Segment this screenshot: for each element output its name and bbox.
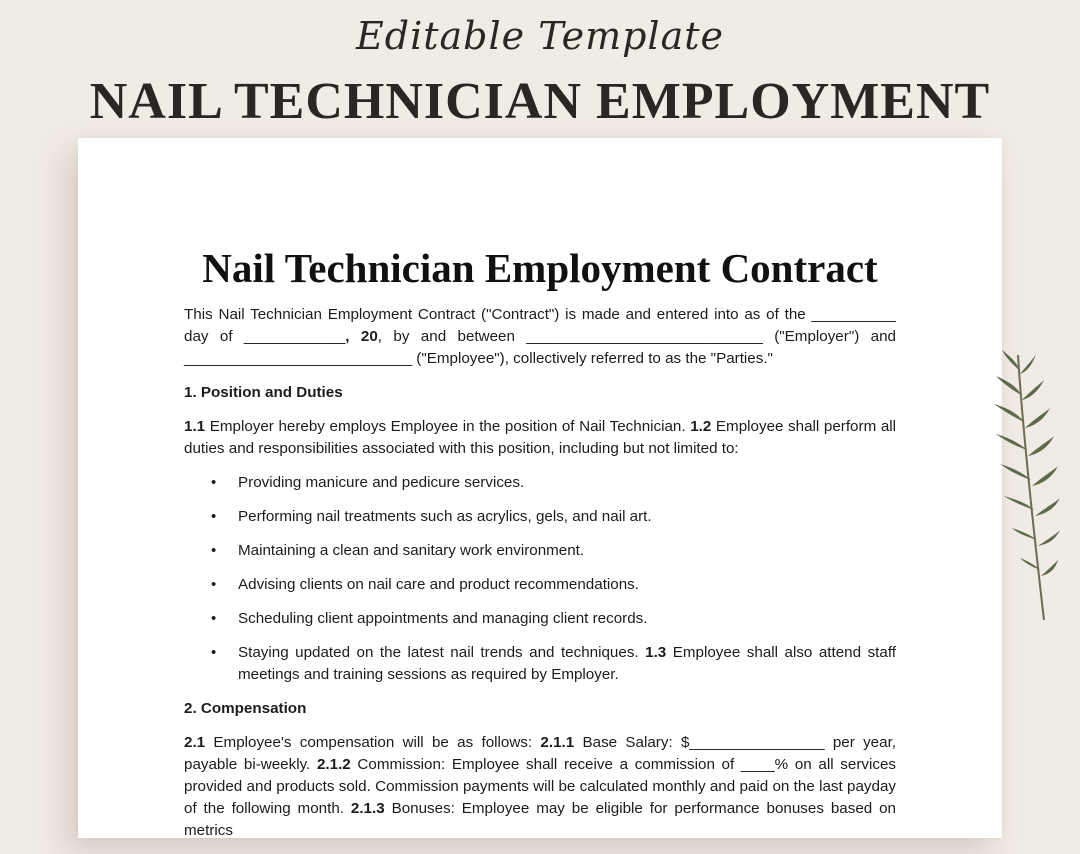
bullet-icon: •	[211, 644, 217, 661]
duties-list	[184, 472, 896, 686]
list-item-text: Performing nail treatments such as acrylics, gels, and nail art.	[238, 508, 652, 525]
list-item-text: Maintaining a clean and sanitary work environment.	[238, 542, 585, 559]
clause-text: Bonuses: Employee may be eligible for performance bonuses based on metrics	[184, 800, 897, 839]
clause-number: 2.1.2	[316, 756, 351, 773]
banner-title: NAIL TECHNICIAN EMPLOYMENT	[89, 73, 991, 130]
intro-paragraph	[184, 304, 896, 370]
list-item	[184, 506, 896, 528]
document-page	[78, 138, 1002, 838]
intro-year: , 20	[345, 328, 378, 345]
clause-1-1	[184, 416, 896, 460]
list-item-text: Employee shall also attend staff meetings and training sessions as required by Employer.	[238, 644, 896, 683]
bullet-icon: •	[211, 576, 217, 593]
clause-number: 1.2	[690, 418, 712, 435]
list-item	[184, 608, 896, 630]
clause-text: Commission: Employee shall receive a commission of ____% on all services provided and products sold. Commission payments will be calculated monthly and paid on the last payday of the following month.	[184, 756, 896, 817]
clause-number: 1.3	[645, 644, 667, 661]
list-item-text: Advising clients on nail care and product recommendations.	[238, 576, 640, 593]
list-item	[184, 642, 896, 686]
clause-text: Employer hereby employs Employee in the position of Nail Technician.	[205, 418, 691, 435]
bullet-icon: •	[211, 474, 217, 491]
rosemary-sprig-decoration	[978, 350, 1078, 630]
bullet-icon: •	[211, 508, 217, 525]
list-item	[184, 574, 896, 596]
clause-number: 2.1	[184, 734, 206, 751]
clause-number: 2.1.1	[540, 734, 575, 751]
section-2-heading: 2. Compensation	[184, 700, 307, 717]
clause-number: 2.1.3	[350, 800, 385, 817]
list-item	[184, 472, 896, 494]
clause-text: Employee shall perform all duties and responsibilities associated with this position, including but not limited to:	[184, 418, 897, 457]
bullet-icon: •	[211, 610, 217, 627]
script-heading: Editable Template	[356, 14, 724, 58]
clause-2-1	[184, 732, 896, 842]
document-body	[184, 304, 896, 854]
bullet-icon: •	[211, 542, 217, 559]
list-item-text: Scheduling client appointments and managing client records.	[238, 610, 648, 627]
list-item-text: Staying updated on the latest nail trends and techniques.	[238, 644, 646, 661]
intro-text-2: , by and between ____________________________ ("Employer") and ___________________________ ("Employee"), collectively referred to as the "Parties."	[184, 328, 896, 367]
intro-text-1: This Nail Technician Employment Contract ("Contract") is made and entered into as of the __________ day of ____________	[184, 306, 896, 345]
clause-text: Base Salary: $________________ per year, payable bi-weekly.	[184, 734, 897, 773]
list-item	[184, 540, 896, 562]
section-1-heading: 1. Position and Duties	[184, 384, 343, 401]
clause-text: Employee's compensation will be as follows:	[205, 734, 541, 751]
list-item-text: Providing manicure and pedicure services.	[238, 474, 525, 491]
clause-number: 1.1	[184, 418, 206, 435]
document-title: Nail Technician Employment Contract	[202, 245, 878, 291]
